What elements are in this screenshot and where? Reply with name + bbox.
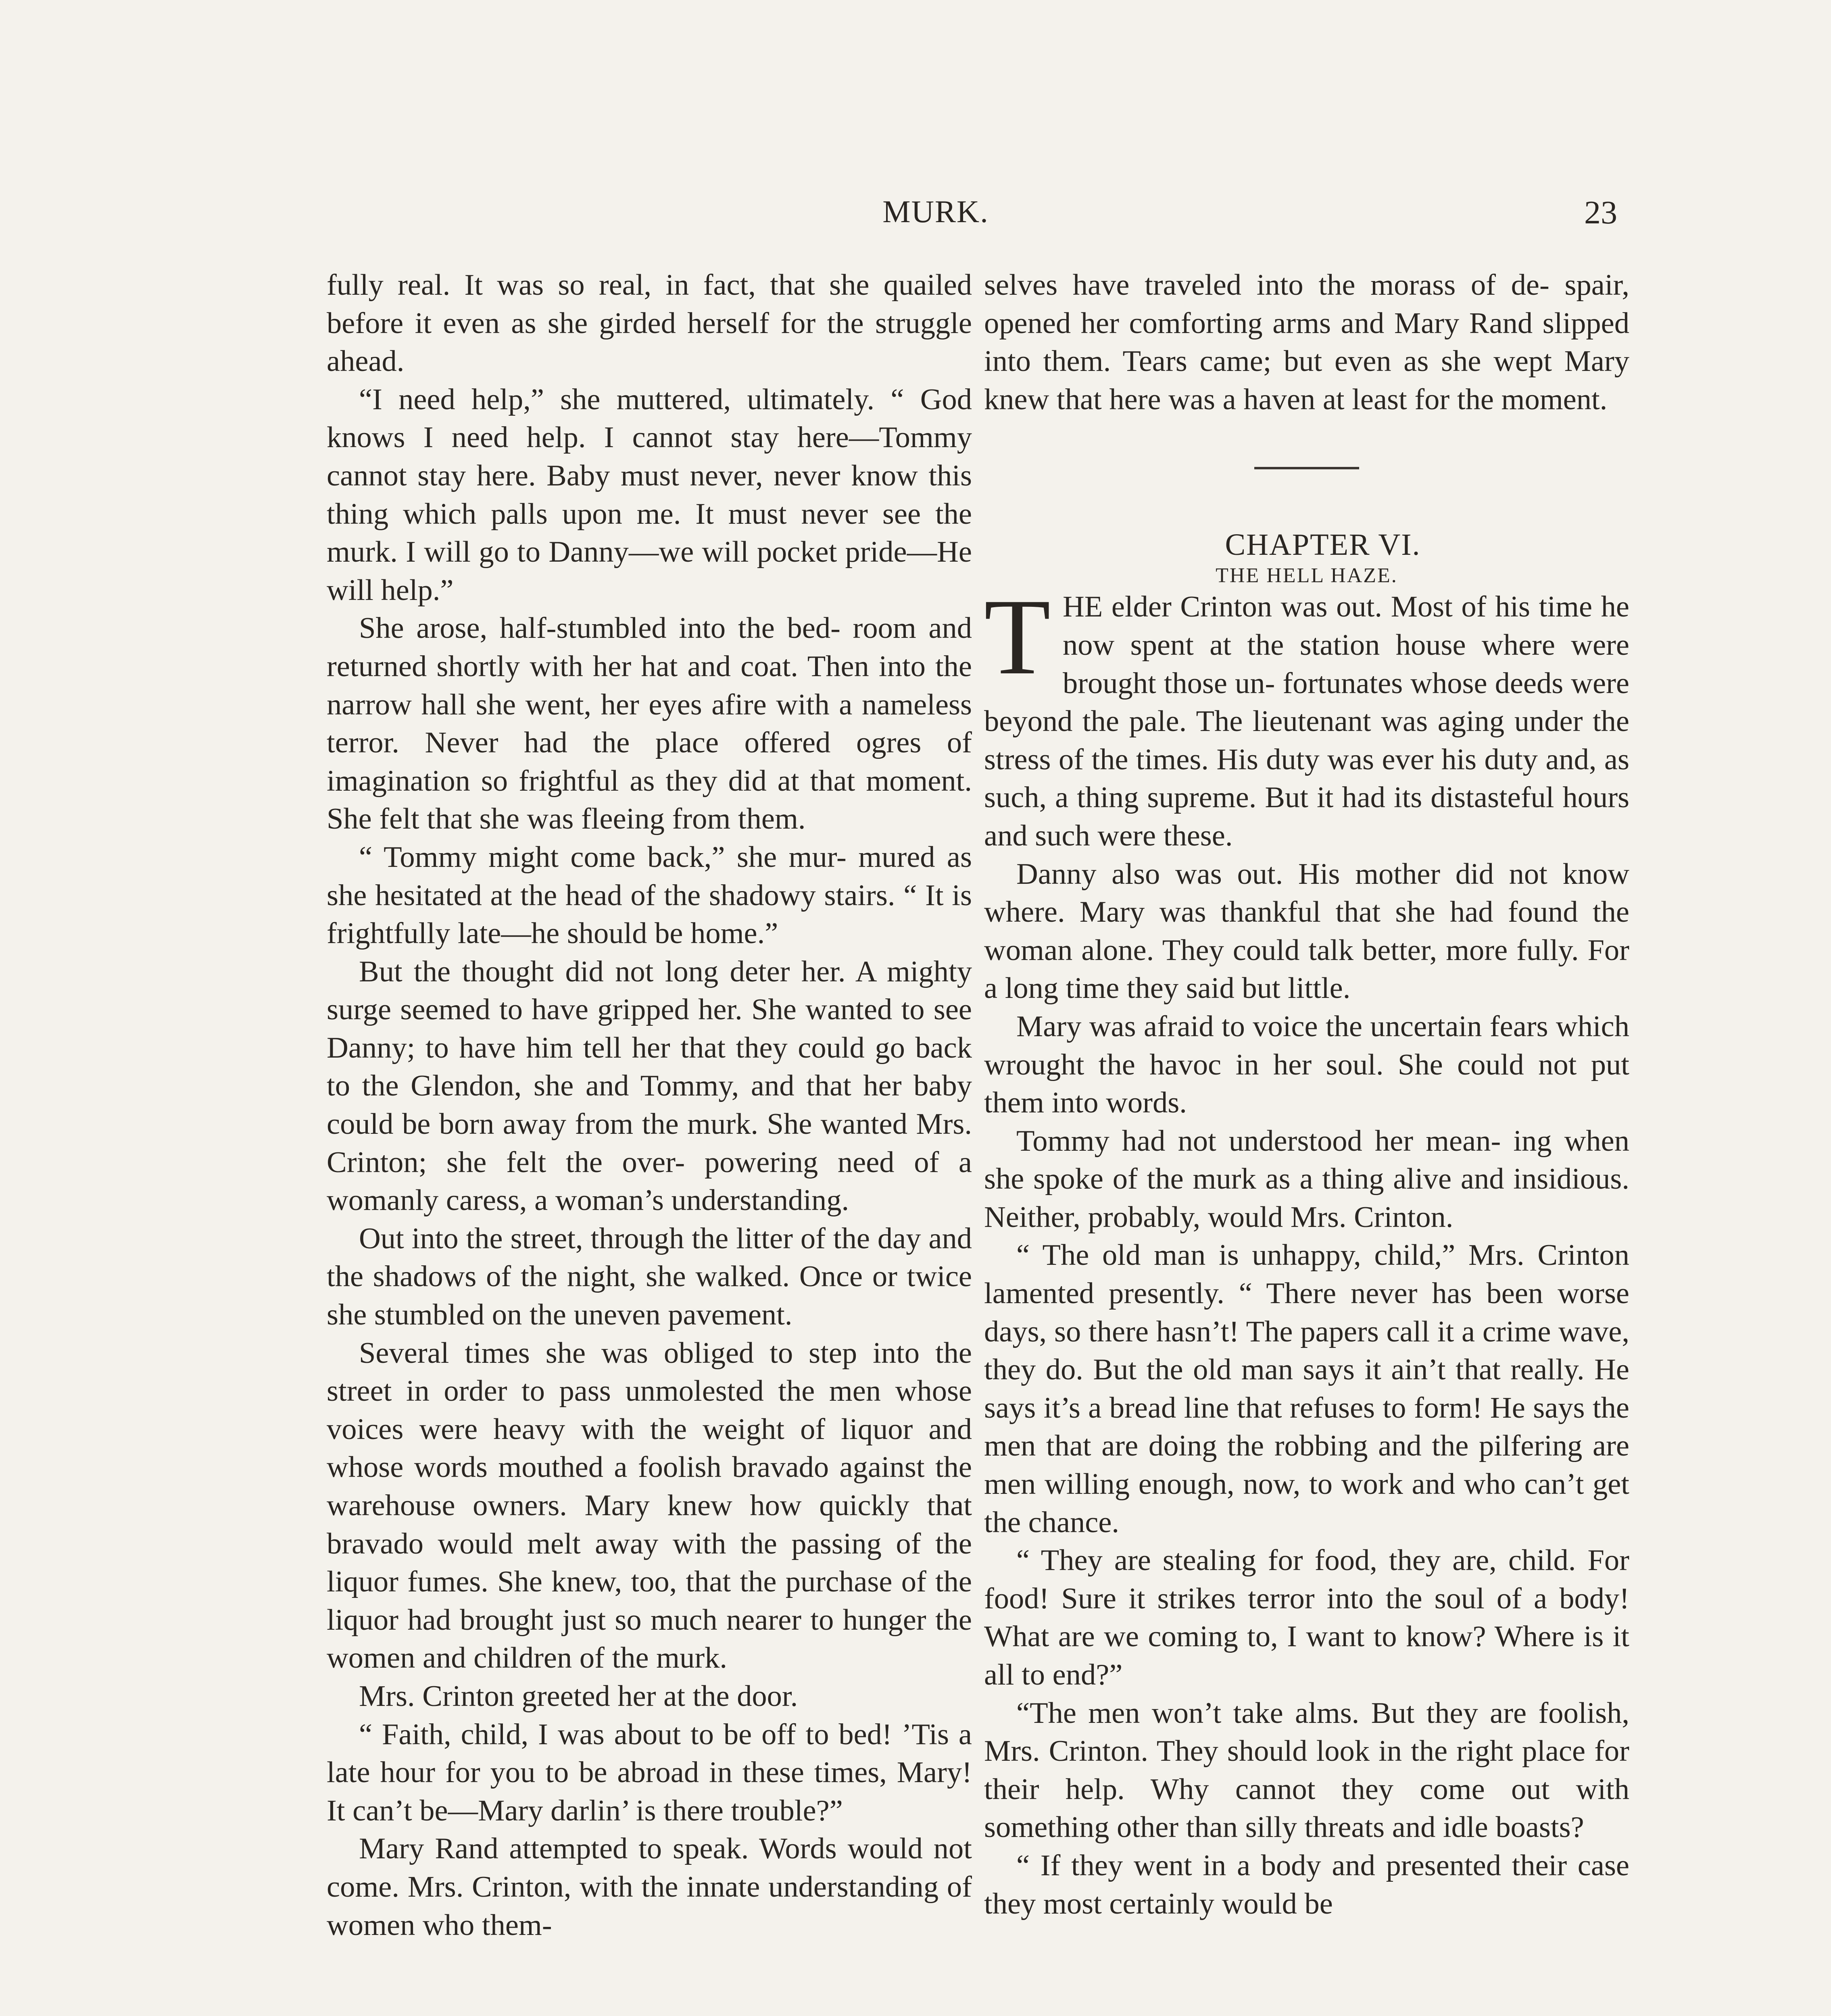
chapter-title: CHAPTER VI. — [1225, 528, 1421, 562]
paragraph: Several times she was obliged to step into the street in order to pass unmolested the men whose voices were heavy with the weight of liquor and whose words mouthed a foolish bravado against the warehouse owners. Mary knew how quickly that bravado would melt away with the passing of the liquor fumes. She knew, too, that the purchase of the liquor had brought just so much nearer to hunger the women and children of the murk. — [327, 1336, 972, 1675]
paragraph: “I need help,” she muttered, ultimately. “ God knows I need help. I cannot stay here—Tommy cannot stay here. Baby must never, never know this thing which palls upon me. It must never see the murk. I will go to Danny—we will pocket pride—He will help.” — [327, 383, 972, 607]
paragraph: But the thought did not long deter her. A mighty surge seemed to have gripped her. She wanted to see Danny; to have him tell her that they could go back to the Glendon, she and Tommy, and that her baby could be born away from the murk. She wanted Mrs. Crinton; she felt the over- powering need of a womanly caress, a woman’s understanding. — [327, 955, 972, 1217]
paragraph: “ Faith, child, I was about to be off to bed! ’Tis a late hour for you to be abroad in these times, Mary! It can’t be—Mary darlin’ is there trouble?” — [327, 1718, 972, 1827]
paragraph: Mary Rand attempted to speak. Words would not come. Mrs. Crinton, with the innate understanding of women who them- — [327, 1832, 972, 1942]
left-column — [327, 266, 972, 1944]
paragraph: “ They are stealing for food, they are, child. For food! Sure it strikes terror into the soul of a body! What are we coming to, I want to know? Where is it all to end?” — [984, 1544, 1629, 1691]
right-column — [984, 266, 1629, 1923]
paragraph: “ The old man is unhappy, child,” Mrs. Crinton lamented presently. “ There never has been worse days, so there hasn’t! The papers call it a crime wave, they do. But the old man says it ain’t that really. He says it’s a bread line that refuses to form! He says the men that are doing the robbing and the pilfering are men willing enough, now, to work and who can’t get the chance. — [984, 1239, 1629, 1539]
running-title: MURK. — [882, 194, 989, 229]
chapter-subtitle: THE HELL HAZE. — [1216, 564, 1398, 587]
drop-cap: T — [984, 577, 1051, 698]
paragraph: Danny also was out. His mother did not know where. Mary was thankful that she had found the woman alone. They could talk better, more fully. For a long time they said but little. — [984, 857, 1629, 1005]
paragraph: “ If they went in a body and presented their case they most certainly would be — [984, 1849, 1629, 1920]
opening-paragraph — [984, 577, 1629, 855]
section-divider — [1254, 467, 1359, 469]
paragraph: fully real. It was so real, in fact, that she quailed before it even as she girded herself for the struggle ahead. — [327, 269, 972, 378]
page-number: 23 — [1584, 194, 1617, 231]
paragraph: “The men won’t take alms. But they are foolish, Mrs. Crinton. They should look in the right place for their help. Why cannot they come out with something other than silly threats and idle boasts? — [984, 1696, 1629, 1844]
opening-paragraph-text: HE elder Crinton was out. Most of his time he now spent at the station house where were brought those un- fortunates whose deeds were beyond the pale. The lieutenant was aging under the stress of the times. His duty was ever his duty and, as such, a thing supreme. But it had its distasteful hours and such were these. — [984, 590, 1629, 852]
paragraph: Tommy had not understood her mean- ing when she spoke of the murk as a thing alive and insidious. Neither, probably, would Mrs. Crinton. — [984, 1124, 1629, 1234]
paragraph: Mary was afraid to voice the uncertain fears which wrought the havoc in her soul. She could not put them into words. — [984, 1010, 1629, 1120]
paragraph: Out into the street, through the litter of the day and the shadows of the night, she walked. Once or twice she stumbled on the uneven pavement. — [327, 1222, 972, 1332]
paragraph: She arose, half-stumbled into the bed- room and returned shortly with her hat and coat. Then into the narrow hall she went, her eyes afire with a nameless terror. Never had the place offered ogres of imagination so frightful as they did at that moment. She felt that she was fleeing from them. — [327, 612, 972, 836]
paragraph: Mrs. Crinton greeted her at the door. — [359, 1679, 798, 1713]
paragraph: “ Tommy might come back,” she mur- mured as she hesitated at the head of the shadowy stairs. “ It is frightfully late—he should be home.” — [327, 840, 972, 950]
running-head — [0, 194, 1831, 242]
paragraph: selves have traveled into the morass of de- spair, opened her comforting arms and Mary Rand slipped into them. Tears came; but even as she wept Mary knew that here was a haven at least for the moment. — [984, 269, 1629, 416]
